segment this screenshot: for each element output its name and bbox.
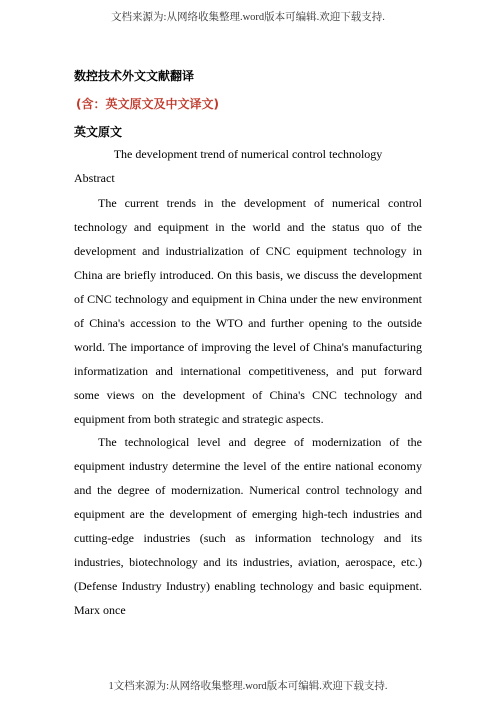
page-footer: 1文档来源为:从网络收集整理.word版本可编辑.欢迎下载支持. [108,681,388,692]
abstract-label: Abstract [74,171,115,185]
article-title: The development trend of numerical control technology [113,147,383,161]
document-subtitle: (含：英文原文及中文译文) [76,97,219,111]
page-header: 文档来源为:从网络收集整理.word版本可编辑.欢迎下载支持. [111,12,385,23]
document-title: 数控技术外文文献翻译 [74,69,195,83]
body-paragraph: The current trends in the development of numerical control technology and equipment in the world and the status quo of the development and industrialization of CNC equipment technology in China are briefly introduced. On this basis, we discuss the development of CNC technology and equipment in China under the new environment of China's accession to the WTO and further opening to the outside world. The importance of improving the level of China's manufacturing informatization and international competitiveness, and put forward some views on the development of China's CNC technology and equipment from both strategic and strategic aspects. [74,196,422,426]
body-paragraph: The technological level and degree of modernization of the equipment industry determine the level of the entire national economy and the degree of modernization. Numerical control technology and equipment are the development of emerging high-tech industries and cutting-edge industries (such as information technology and its industries, biotechnology and its industries, aviation, aerospace, etc.) (Defense Industry Industry) enabling technology and basic equipment. Marx once [74,435,422,617]
section-heading: 英文原文 [74,125,123,139]
